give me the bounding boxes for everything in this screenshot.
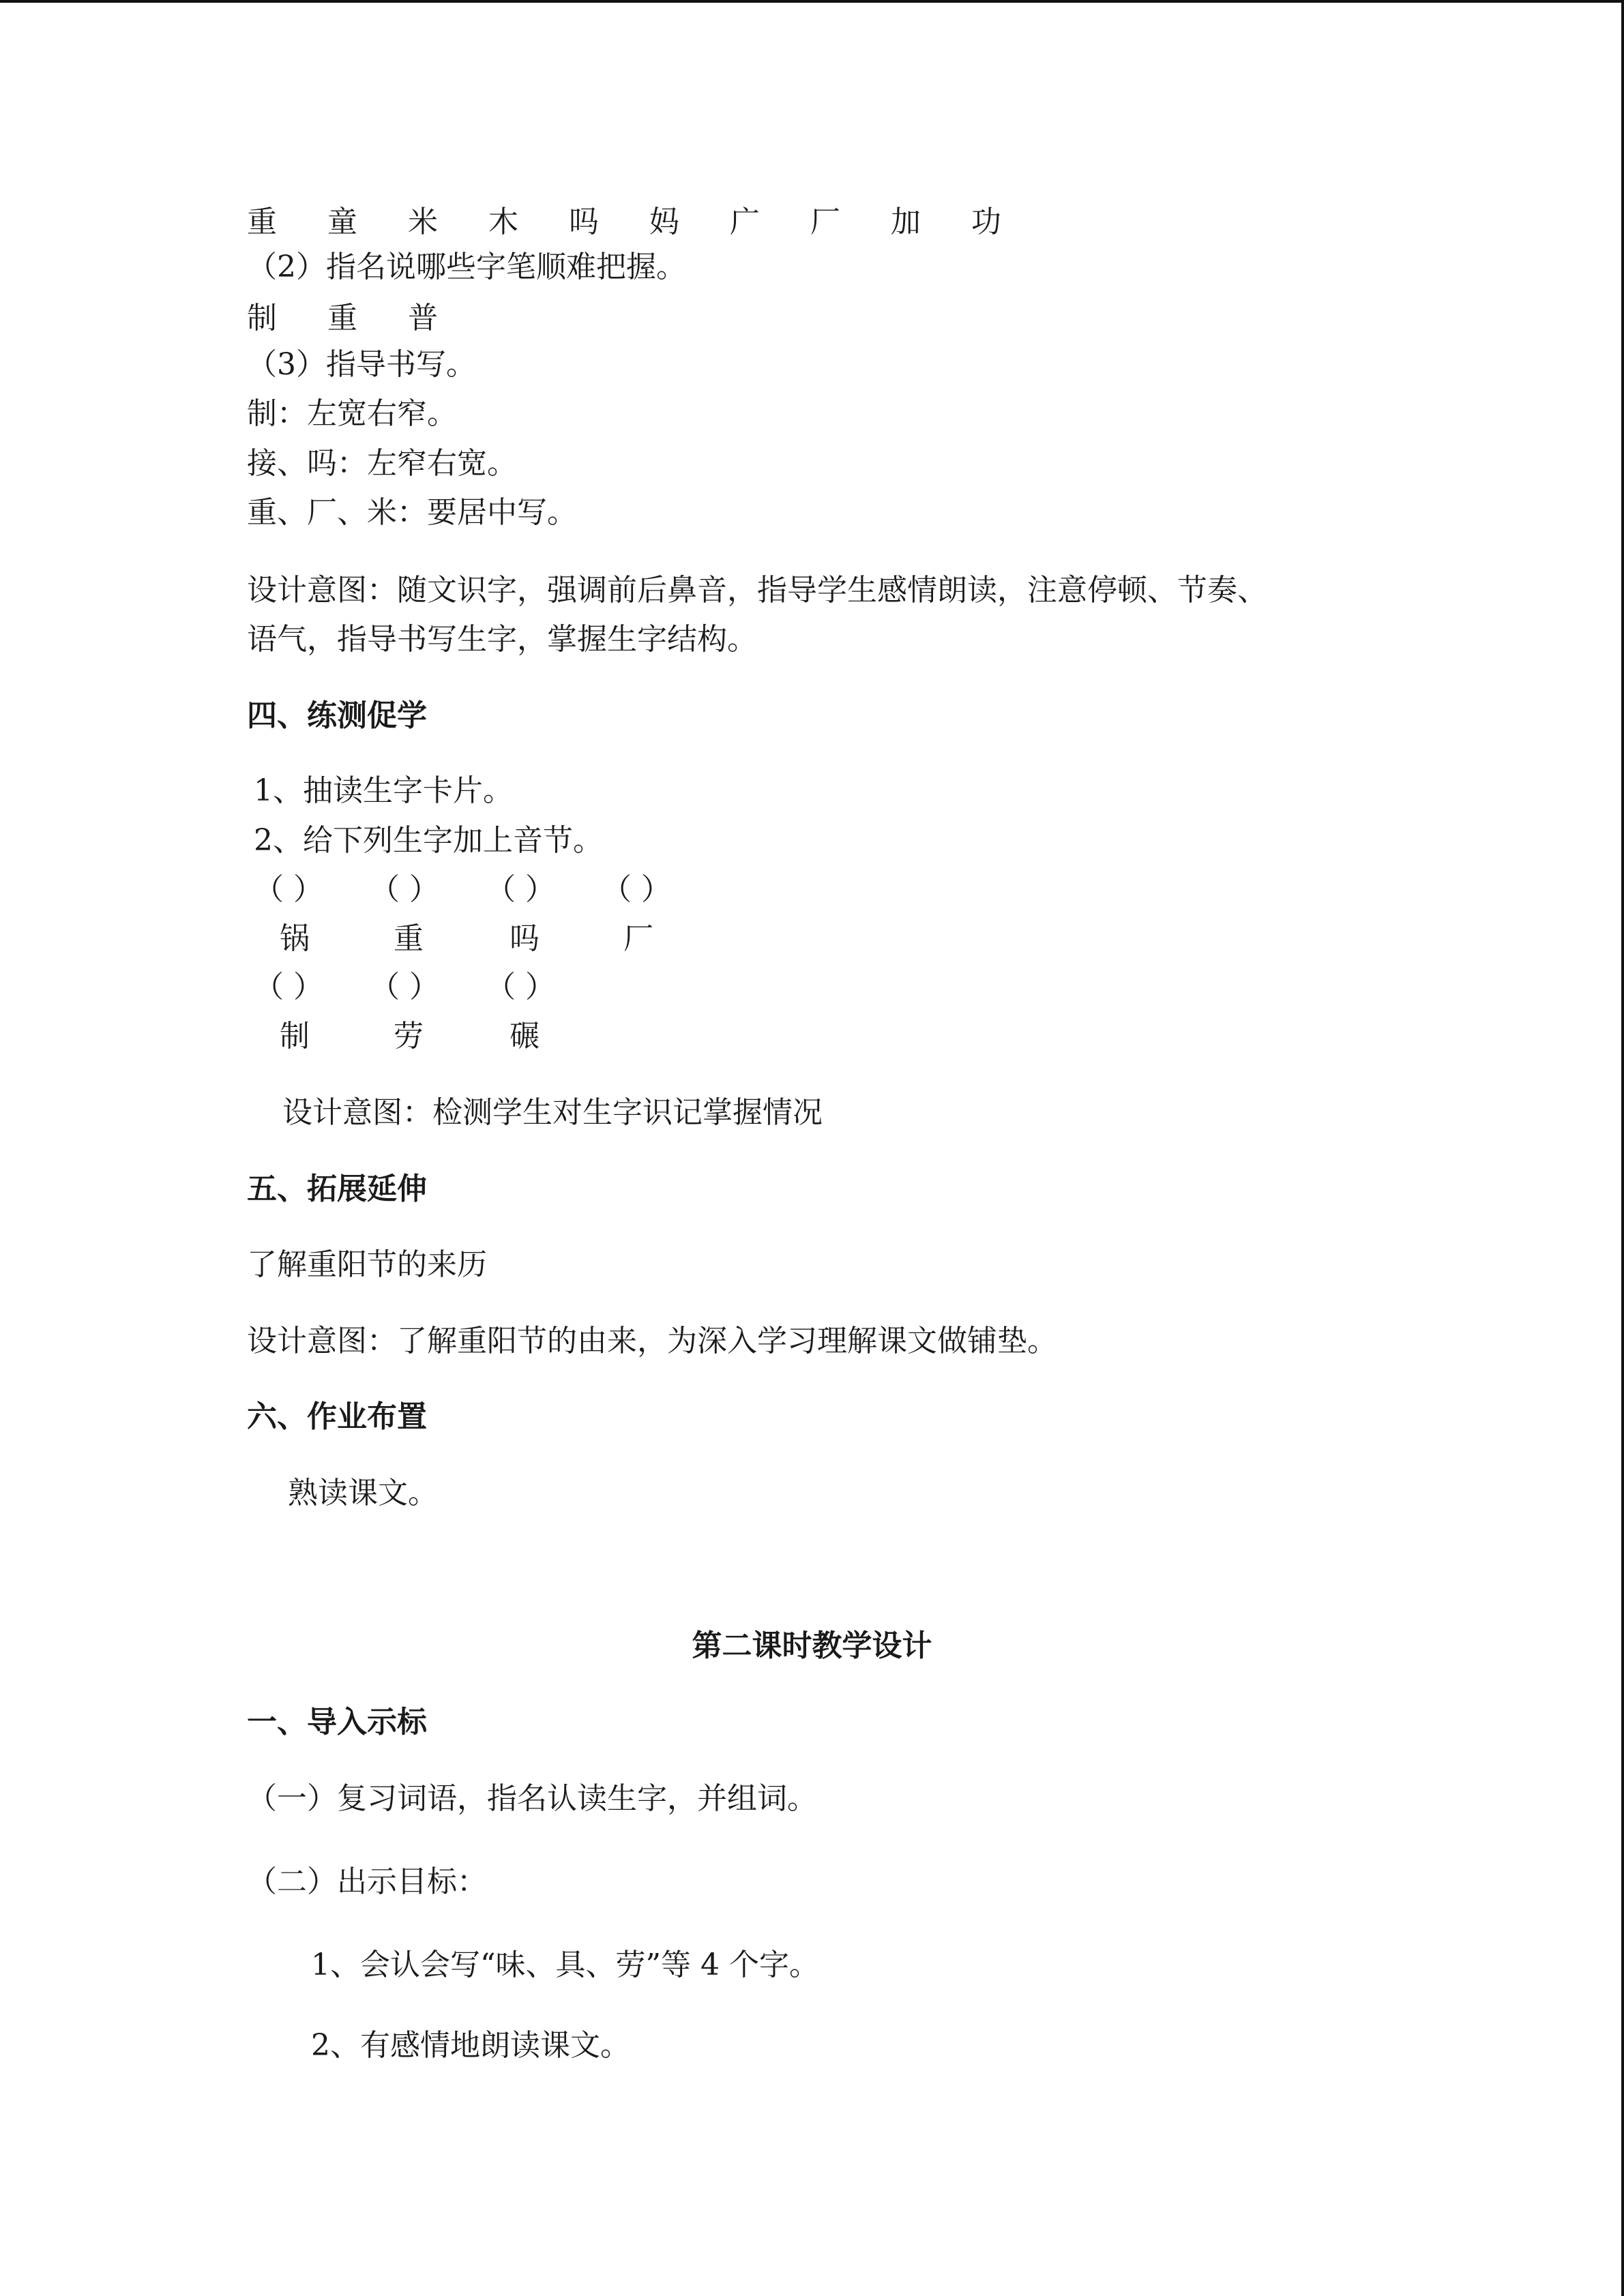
pinyin-blank: （ ）: [486, 872, 555, 907]
section-heading-5: 五、拓展延伸: [247, 1172, 427, 1206]
practice-item-2: 2、给下列生字加上音节。: [254, 823, 603, 858]
writing-tip-2: 接、吗：左窄右宽。: [247, 446, 517, 481]
design-intent-extension: 设计意图：了解重阳节的由来，为深入学习理解课文做铺垫。: [247, 1324, 1057, 1358]
homework-text: 熟读课文。: [288, 1476, 438, 1510]
lesson-2-title: 第二课时教学设计: [692, 1628, 932, 1663]
section-heading-1-lesson-2: 一、导入示标: [247, 1705, 427, 1740]
practice-char: 吗: [510, 921, 540, 956]
review-step: （一）复习词语，指名认读生字，并组词。: [247, 1781, 817, 1816]
step-2-line: （2）指名说哪些字笔顺难把握。: [247, 250, 686, 284]
design-intent-line-2: 语气，指导书写生字，掌握生字结构。: [247, 622, 757, 657]
extension-text: 了解重阳节的来历: [247, 1247, 487, 1282]
practice-char: 重: [394, 921, 424, 956]
practice-item-1: 1、抽读生字卡片。: [254, 773, 513, 808]
section-heading-4: 四、练测促学: [247, 698, 427, 733]
goal-2: 2、有感情地朗读课文。: [311, 2028, 630, 2063]
pinyin-blank: （ ）: [254, 872, 323, 907]
practice-char: 锅: [280, 921, 310, 956]
section-heading-6: 六、作业布置: [247, 1399, 427, 1434]
practice-char: 厂: [623, 921, 653, 956]
practice-char: 制: [280, 1019, 310, 1054]
pinyin-blank: （ ）: [370, 970, 439, 1004]
design-intent-line-1: 设计意图：随文识字，强调前后鼻音，指导学生感情朗读，注意停顿、节奏、: [247, 573, 1267, 608]
practice-char: 劳: [394, 1019, 424, 1054]
goals-step: （二）出示目标：: [247, 1864, 487, 1899]
writing-tip-1: 制：左宽右窄。: [247, 396, 457, 431]
page-top-border: [0, 0, 1624, 3]
step-3-line: （3）指导书写。: [247, 347, 476, 382]
pinyin-blank: （ ）: [254, 970, 323, 1004]
pinyin-blank: （ ）: [370, 872, 439, 907]
writing-tip-3: 重、厂、米：要居中写。: [247, 495, 577, 530]
goal-1: 1、会认会写“味、具、劳”等 4 个字。: [311, 1948, 819, 1982]
hard-chars-line: 制 重 普: [247, 301, 458, 336]
practice-char: 碾: [510, 1019, 540, 1054]
pinyin-blank: （ ）: [486, 970, 555, 1004]
pinyin-blank: （ ）: [602, 872, 671, 907]
page-right-border: [1621, 0, 1624, 2296]
char-list-line: 重 童 米 木 吗 妈 广 厂 加 功: [247, 205, 1022, 239]
design-intent-practice: 设计意图：检测学生对生字识记掌握情况: [282, 1095, 823, 1130]
